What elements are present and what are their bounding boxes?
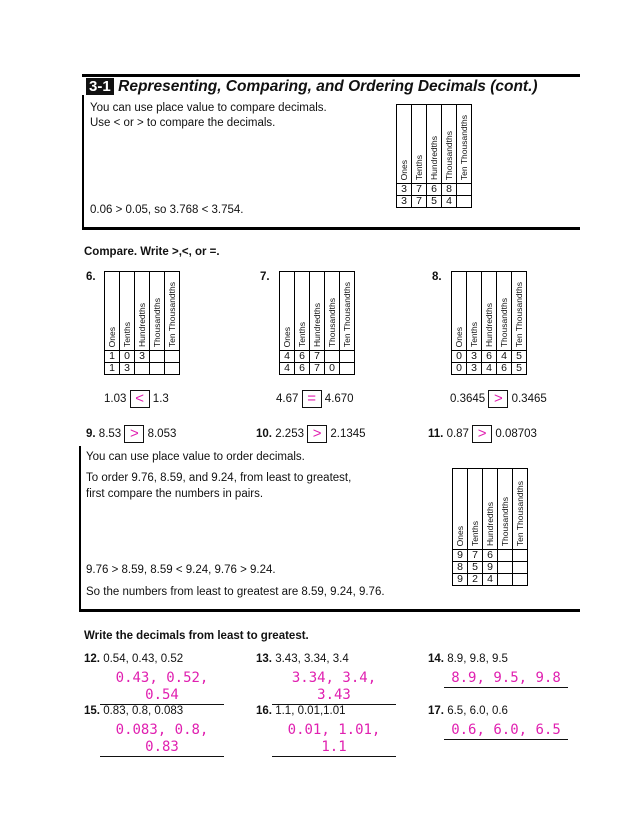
order-line-4: 9.76 > 8.59, 8.59 < 9.24, 9.76 > 9.24. xyxy=(86,564,276,576)
problem-6-comparison xyxy=(104,390,169,408)
intro-left-border xyxy=(82,95,84,228)
digit-cell: 8 xyxy=(453,562,468,574)
column-header-label: Hundredths xyxy=(429,136,439,180)
digit-cell: 6 xyxy=(497,363,512,375)
column-header xyxy=(498,469,513,550)
problem-11 xyxy=(428,425,537,443)
column-header-label: Thousandths xyxy=(152,297,162,347)
column-header-label: Ones xyxy=(399,159,409,180)
lesson-header xyxy=(86,78,538,96)
place-value-table-7 xyxy=(279,271,355,375)
digit-cell: 5 xyxy=(512,351,527,363)
column-header-label: Tenths xyxy=(469,321,479,347)
digit-cell: 6 xyxy=(295,363,310,375)
digit-cell: 6 xyxy=(295,351,310,363)
column-header-label: Hundredths xyxy=(484,303,494,347)
column-header xyxy=(135,272,150,351)
column-header-label: Tenths xyxy=(414,154,424,180)
digit-cell: 4 xyxy=(483,574,498,586)
digit-cell xyxy=(457,196,472,208)
problem-14-given: 8.9, 9.8, 9.5 xyxy=(447,653,508,665)
digit-row xyxy=(452,363,527,375)
problem-9-answer-box[interactable]: > xyxy=(124,425,144,443)
column-header xyxy=(483,469,498,550)
digit-cell: 9 xyxy=(483,562,498,574)
column-header-label: Thousandths xyxy=(444,130,454,180)
problem-6-right: 1.3 xyxy=(152,393,169,406)
problem-17-prompt xyxy=(428,704,508,718)
column-header xyxy=(482,272,497,351)
column-header xyxy=(427,105,442,184)
column-header xyxy=(512,272,527,351)
digit-cell: 2 xyxy=(468,574,483,586)
digit-cell: 4 xyxy=(482,363,497,375)
digit-cell: 6 xyxy=(482,351,497,363)
digit-cell: 3 xyxy=(467,363,482,375)
intro-line-1: You can use place value to compare decimals. xyxy=(90,102,327,114)
column-header xyxy=(497,272,512,351)
column-header xyxy=(165,272,180,351)
digit-cell xyxy=(513,562,528,574)
column-header-label: Thousandths xyxy=(500,496,510,546)
column-header-label: Ones xyxy=(107,326,117,347)
digit-row xyxy=(452,351,527,363)
digit-cell: 4 xyxy=(280,351,295,363)
digit-row xyxy=(453,562,528,574)
digit-cell: 7 xyxy=(310,363,325,375)
column-header xyxy=(325,272,340,351)
column-header-label: Thousandths xyxy=(499,297,509,347)
intro-line-2: Use < or > to compare the decimals. xyxy=(90,117,276,129)
digit-cell: 1 xyxy=(105,351,120,363)
digit-cell: 3 xyxy=(397,184,412,196)
digit-cell xyxy=(340,363,355,375)
column-header xyxy=(397,105,412,184)
header-rule xyxy=(82,74,580,77)
problem-9-left: 8.53 xyxy=(98,428,122,441)
column-header xyxy=(467,272,482,351)
digit-cell xyxy=(135,363,150,375)
digit-cell xyxy=(457,184,472,196)
column-header-label: Ten Thousandths xyxy=(459,114,469,180)
digit-cell: 0 xyxy=(120,351,135,363)
column-header-label: Hundredths xyxy=(485,502,495,546)
compare-instruction: Compare. Write >,<, or =. xyxy=(84,246,220,258)
problem-8-answer-box[interactable]: > xyxy=(488,390,508,408)
problem-10-answer-box[interactable]: > xyxy=(307,425,327,443)
problem-15-number: 15. xyxy=(84,705,100,717)
problem-8-number: 8. xyxy=(432,271,442,283)
column-header-label: Hundredths xyxy=(137,303,147,347)
column-header-label: Ones xyxy=(454,326,464,347)
digit-cell: 3 xyxy=(135,351,150,363)
problem-15-given: 0.83, 0.8, 0.083 xyxy=(103,705,184,717)
order-line-3: first compare the numbers in pairs. xyxy=(86,488,264,500)
digit-cell xyxy=(165,351,180,363)
problem-11-right: 0.08703 xyxy=(495,428,537,441)
lesson-title: Representing, Comparing, and Ordering Decimals (cont.) xyxy=(118,78,538,95)
digit-row xyxy=(397,196,472,208)
problem-17-number: 17. xyxy=(428,705,444,717)
column-header-label: Ones xyxy=(455,525,465,546)
digit-row xyxy=(453,574,528,586)
column-header-label: Ones xyxy=(282,326,292,347)
digit-row xyxy=(280,351,355,363)
problem-10-left: 2.253 xyxy=(275,428,304,441)
digit-cell xyxy=(340,351,355,363)
lesson-badge: 3-1 xyxy=(86,78,114,95)
problem-15-answer[interactable]: 0.083, 0.8, 0.83 xyxy=(100,722,224,757)
problem-16-prompt xyxy=(256,704,346,718)
problem-16-number: 16. xyxy=(256,705,272,717)
digit-cell xyxy=(165,363,180,375)
digit-row xyxy=(280,363,355,375)
digit-row xyxy=(397,184,472,196)
column-header-label: Tenths xyxy=(470,520,480,546)
problem-9-right: 8.053 xyxy=(147,428,177,441)
column-header xyxy=(442,105,457,184)
column-header xyxy=(105,272,120,351)
problem-12-given: 0.54, 0.43, 0.52 xyxy=(103,653,184,665)
digit-cell: 0 xyxy=(452,363,467,375)
digit-cell: 5 xyxy=(468,562,483,574)
digit-cell: 3 xyxy=(467,351,482,363)
column-header xyxy=(468,469,483,550)
digit-cell: 6 xyxy=(427,184,442,196)
digit-cell xyxy=(513,574,528,586)
digit-cell xyxy=(325,351,340,363)
problem-6-number: 6. xyxy=(86,271,96,283)
problem-8-left: 0.3645 xyxy=(450,393,486,406)
digit-cell: 4 xyxy=(442,196,457,208)
problem-6-answer-box[interactable]: < xyxy=(130,390,150,408)
column-header xyxy=(452,272,467,351)
place-value-table-order xyxy=(452,468,528,586)
write-instruction: Write the decimals from least to greatest. xyxy=(84,630,309,642)
intro-bottom-rule xyxy=(82,227,580,230)
problem-8-right: 0.3465 xyxy=(511,393,547,406)
column-header-label: Tenths xyxy=(122,321,132,347)
digit-cell: 3 xyxy=(397,196,412,208)
order-line-2: To order 9.76, 8.59, and 9.24, from least to greatest, xyxy=(86,472,352,484)
problem-9 xyxy=(86,425,176,443)
digit-cell xyxy=(513,550,528,562)
digit-cell: 6 xyxy=(483,550,498,562)
problem-7-comparison xyxy=(276,390,354,408)
column-header xyxy=(412,105,427,184)
column-header xyxy=(340,272,355,351)
column-header-label: Thousandths xyxy=(327,297,337,347)
column-header-label: Tenths xyxy=(297,321,307,347)
problem-13-prompt xyxy=(256,652,349,666)
column-header xyxy=(150,272,165,351)
digit-cell: 7 xyxy=(468,550,483,562)
problem-14-number: 14. xyxy=(428,653,444,665)
problem-17-answer[interactable]: 0.6, 6.0, 6.5 xyxy=(444,722,568,740)
problem-7-right: 4.670 xyxy=(324,393,354,406)
digit-cell: 1 xyxy=(105,363,120,375)
digit-cell: 7 xyxy=(412,184,427,196)
problem-16-answer[interactable]: 0.01, 1.01, 1.1 xyxy=(272,722,396,757)
problem-11-left: 0.87 xyxy=(446,428,469,441)
digit-cell: 9 xyxy=(453,550,468,562)
problem-10-number: 10. xyxy=(256,428,272,441)
order-line-5: So the numbers from least to greatest are 8.59, 9.24, 9.76. xyxy=(86,586,385,598)
problem-10 xyxy=(256,425,366,443)
digit-row xyxy=(105,363,180,375)
column-header xyxy=(280,272,295,351)
problem-10-right: 2.1345 xyxy=(330,428,366,441)
digit-cell: 0 xyxy=(452,351,467,363)
digit-cell xyxy=(498,562,513,574)
problem-11-number: 11. xyxy=(428,428,444,441)
problem-16-given: 1.1, 0.01,1.01 xyxy=(275,705,346,717)
problem-14-answer[interactable]: 8.9, 9.5, 9.8 xyxy=(444,670,568,688)
order-line-1: You can use place value to order decimals. xyxy=(86,451,305,463)
problem-7-answer-box[interactable]: = xyxy=(302,390,322,408)
digit-row xyxy=(453,550,528,562)
order-bottom-rule xyxy=(79,609,580,612)
problem-12-prompt xyxy=(84,652,183,666)
problem-13-given: 3.43, 3.34, 3.4 xyxy=(275,653,349,665)
column-header-label: Ten Thousandths xyxy=(514,281,524,347)
column-header xyxy=(120,272,135,351)
problem-13-answer[interactable]: 3.34, 3.4, 3.43 xyxy=(272,670,396,705)
order-left-border xyxy=(79,446,81,611)
problem-8-comparison xyxy=(450,390,547,408)
problem-14-prompt xyxy=(428,652,508,666)
problem-15-prompt xyxy=(84,704,183,718)
digit-cell: 4 xyxy=(497,351,512,363)
digit-cell: 5 xyxy=(512,363,527,375)
digit-row xyxy=(105,351,180,363)
digit-cell: 7 xyxy=(310,351,325,363)
digit-cell xyxy=(150,363,165,375)
column-header-label: Ten Thousandths xyxy=(515,480,525,546)
digit-cell: 0 xyxy=(325,363,340,375)
place-value-table-8 xyxy=(451,271,527,375)
place-value-table-intro xyxy=(396,104,472,208)
intro-example: 0.06 > 0.05, so 3.768 < 3.754. xyxy=(90,204,244,216)
problem-12-answer[interactable]: 0.43, 0.52, 0.54 xyxy=(100,670,224,705)
digit-cell: 8 xyxy=(442,184,457,196)
digit-cell: 4 xyxy=(280,363,295,375)
digit-cell: 5 xyxy=(427,196,442,208)
problem-7-number: 7. xyxy=(260,271,270,283)
problem-9-number: 9. xyxy=(86,428,96,441)
column-header xyxy=(453,469,468,550)
column-header xyxy=(513,469,528,550)
column-header xyxy=(457,105,472,184)
place-value-table-6 xyxy=(104,271,180,375)
digit-cell: 7 xyxy=(412,196,427,208)
problem-17-given: 6.5, 6.0, 0.6 xyxy=(447,705,508,717)
column-header xyxy=(295,272,310,351)
problem-12-number: 12. xyxy=(84,653,100,665)
digit-cell xyxy=(498,574,513,586)
digit-cell xyxy=(498,550,513,562)
column-header-label: Hundredths xyxy=(312,303,322,347)
digit-cell: 9 xyxy=(453,574,468,586)
problem-6-left: 1.03 xyxy=(104,393,127,406)
problem-13-number: 13. xyxy=(256,653,272,665)
column-header-label: Ten Thousandths xyxy=(342,281,352,347)
problem-11-answer-box[interactable]: > xyxy=(472,425,492,443)
digit-cell: 3 xyxy=(120,363,135,375)
column-header-label: Ten Thousandths xyxy=(167,281,177,347)
digit-cell xyxy=(150,351,165,363)
problem-7-left: 4.67 xyxy=(276,393,299,406)
column-header xyxy=(310,272,325,351)
